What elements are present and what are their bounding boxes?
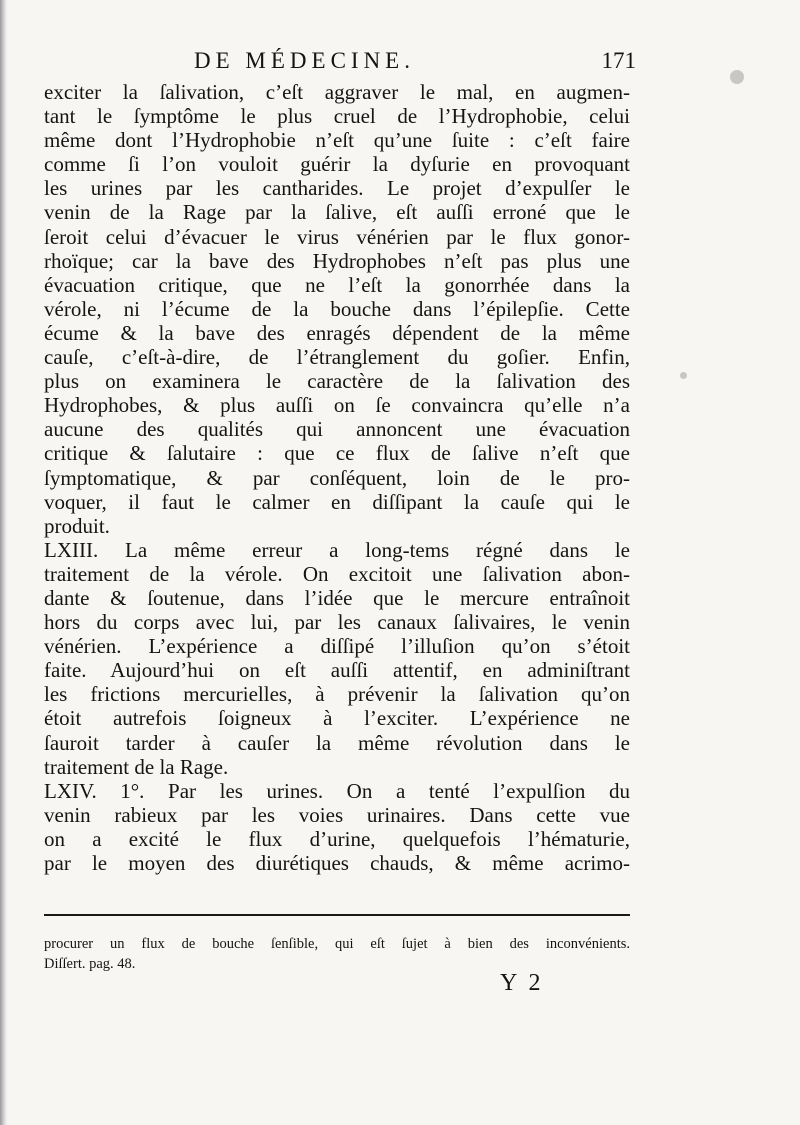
text-line: traitement de la vérole. On excitoit une ſalivation abon- xyxy=(44,561,630,586)
text-line: hors du corps avec lui, par les canaux ſalivaires, le venin xyxy=(44,610,630,635)
ink-smudge xyxy=(730,70,744,84)
text-line: rhoïque; car la bave des Hydrophobes n’eſt pas plus une xyxy=(44,248,630,273)
section-start-line: LXIII. La même erreur a long-tems régné dans le xyxy=(44,537,630,562)
text-line: venin de la Rage par la ſalive, eſt auſſi erroné que le xyxy=(44,200,630,225)
text-line: cauſe, c’eſt-à-dire, de l’étranglement du goſier. Enfin, xyxy=(44,345,630,370)
text-line: plus on examinera le caractère de la ſalivation des xyxy=(44,369,630,394)
body-text xyxy=(44,80,630,875)
signature-mark: Y 2 xyxy=(500,970,544,996)
text-line: même dont l’Hydrophobie n’eſt qu’une ſuite : c’eſt faire xyxy=(44,128,630,153)
page-edge-shadow xyxy=(0,0,8,1125)
text-line: exciter la ſalivation, c’eſt aggraver le mal, en augmen- xyxy=(44,80,630,104)
footnote-block xyxy=(44,934,630,974)
page-header xyxy=(44,48,636,82)
ink-smudge xyxy=(680,372,687,379)
text-line: comme ſi l’on vouloit guérir la dyſurie en provoquant xyxy=(44,152,630,177)
text-line: voquer, il faut le calmer en diſſipant la cauſe qui le xyxy=(44,489,630,514)
text-line: critique & ſalutaire : que ce flux de ſalive n’eſt que xyxy=(44,441,630,466)
text-line: par le moyen des diurétiques chauds, & même acrimo- xyxy=(44,851,630,875)
text-line: on a excité le flux d’urine, quelquefois l’hématurie, xyxy=(44,826,630,851)
text-line: venin rabieux par les voies urinaires. Dans cette vue xyxy=(44,802,630,827)
text-line: produit. xyxy=(44,513,110,538)
text-line: étoit autrefois ſoigneux à l’exciter. L’expérience ne xyxy=(44,706,630,731)
text-line: ſauroit tarder à cauſer la même révolution dans le xyxy=(44,730,630,755)
footnote-line: procurer un flux de bouche ſenſible, qui eſt ſujet à bien des inconvénients. xyxy=(44,936,630,952)
running-title: DE MÉDECINE. xyxy=(194,48,415,73)
footnote-line: Diſſert. pag. 48. xyxy=(44,956,136,972)
text-line: écume & la bave des enragés dépendent de la même xyxy=(44,320,630,345)
text-line: évacuation critique, que ne l’eſt la gonorrhée dans la xyxy=(44,272,630,297)
text-line: ſymptomatique, & par conſéquent, loin de le pro- xyxy=(44,465,630,490)
page-number: 171 xyxy=(601,48,636,73)
text-line: ſeroit celui d’évacuer le virus vénérien par le flux gonor- xyxy=(44,224,630,249)
text-line: faite. Aujourd’hui on eſt auſſi attentif, en adminiſtrant xyxy=(44,658,630,683)
footnote-divider xyxy=(44,914,630,916)
text-line: les urines par les cantharides. Le projet d’expulſer le xyxy=(44,176,630,201)
section-start-line: LXIV. 1°. Par les urines. On a tenté l’expulſion du xyxy=(44,778,630,803)
text-line: les frictions mercurielles, à prévenir la ſalivation qu’on xyxy=(44,682,630,707)
text-line: dante & ſoutenue, dans l’idée que le mercure entraînoit xyxy=(44,585,630,610)
text-line: traitement de la Rage. xyxy=(44,754,229,779)
text-line: vénérien. L’expérience a diſſipé l’illuſion qu’on s’étoit xyxy=(44,634,630,659)
text-line: vérole, ni l’écume de la bouche dans l’épilepſie. Cette xyxy=(44,296,630,321)
text-line: tant le ſymptôme le plus cruel de l’Hydrophobie, celui xyxy=(44,104,630,129)
text-line: aucune des qualités qui annoncent une évacuation xyxy=(44,417,630,442)
text-line: Hydrophobes, & plus auſſi on ſe convaincra qu’elle n’a xyxy=(44,393,630,418)
